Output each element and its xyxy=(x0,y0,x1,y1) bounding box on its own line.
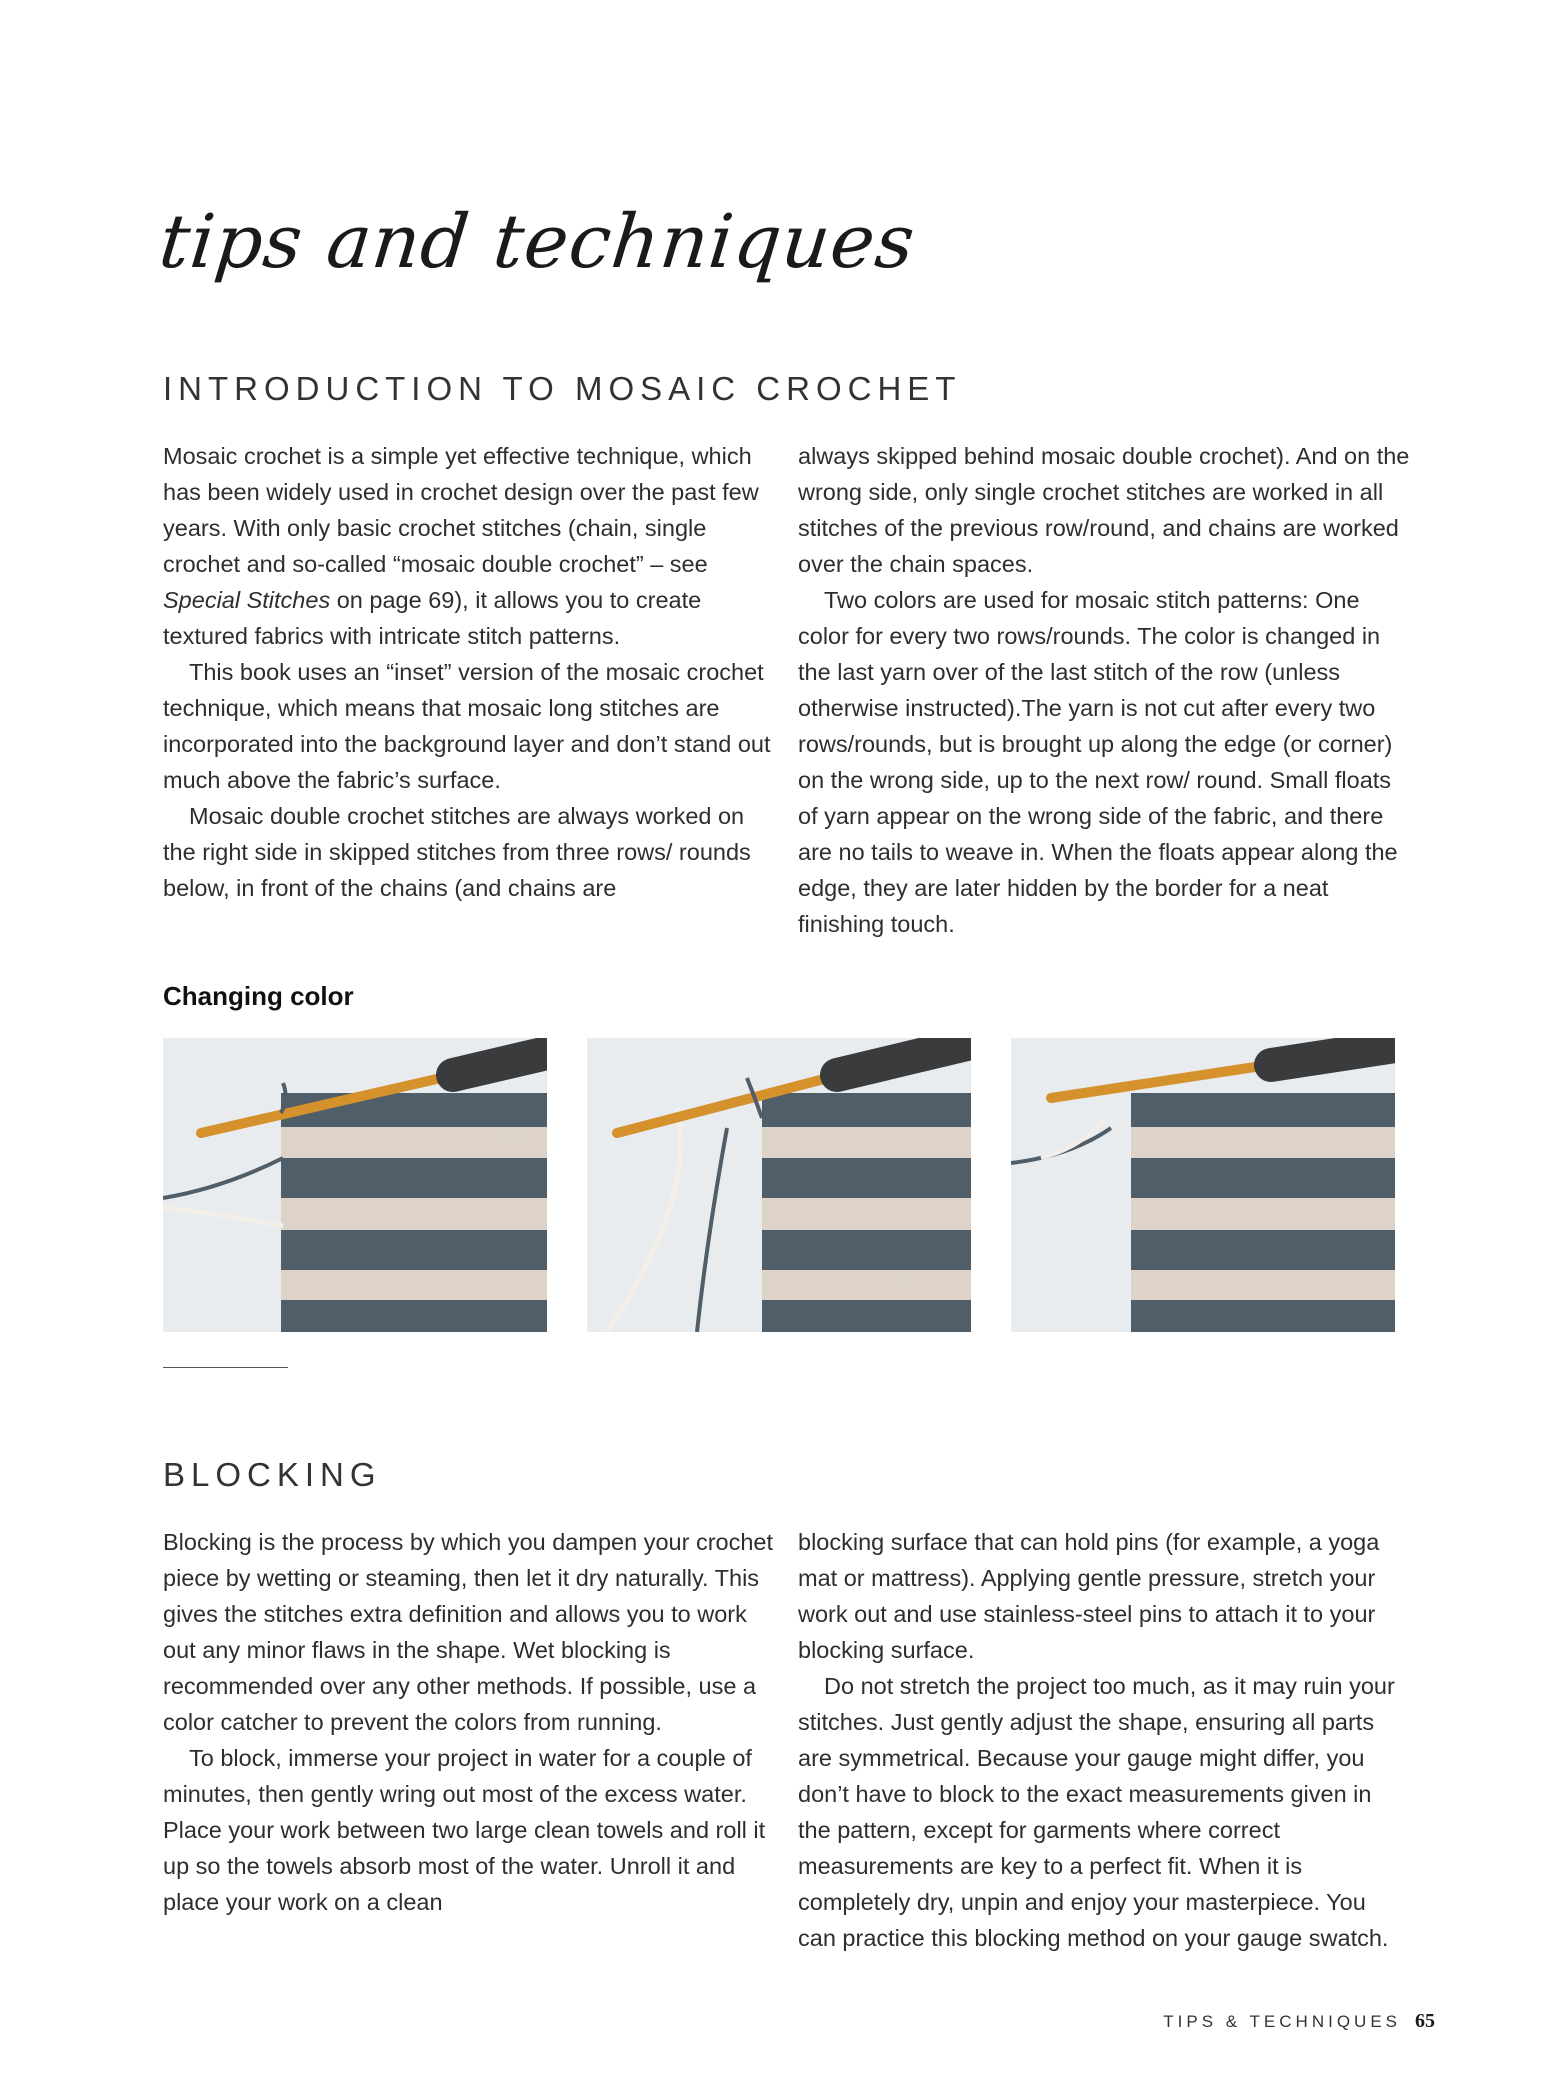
changing-color-photo-step-3 xyxy=(1011,1038,1395,1332)
footer-section-label: TIPS & TECHNIQUES xyxy=(1163,2012,1401,2031)
intro-paragraph-5: Two colors are used for mosaic stitch patterns: One color for every two rows/rounds. The color is changed in the last yarn over of the last stitch of the row (unless otherwise instructed).The yarn is not cut after every two rows/rounds, but is brought up along the edge (or corner) on the wrong side, up to the next row/ round. Small floats of yarn appear on the wrong side of the fabric, and there are no tails to weave in. When the floats appear along the edge, they are later hidden by the border for a neat finishing touch. xyxy=(798,587,1398,937)
section-heading-intro: INTRODUCTION TO MOSAIC CROCHET xyxy=(163,370,962,407)
blocking-paragraph-2: To block, immerse your project in water for a couple of minutes, then gently wring out most of the excess water. Place your work between two large clean towels and roll it up so the towels absorb most of the water. Unroll it and place your work on a clean xyxy=(163,1745,766,1915)
changing-color-photo-step-1 xyxy=(163,1038,547,1332)
changing-color-photo-step-2 xyxy=(587,1038,971,1332)
section-divider xyxy=(163,1367,288,1368)
section-heading-blocking: BLOCKING xyxy=(163,1456,382,1493)
intro-column-left xyxy=(163,438,775,906)
changing-color-heading: Changing color xyxy=(163,981,354,1011)
intro-paragraph-2: This book uses an “inset” version of the mosaic crochet technique, which means that mosaic long stitches are incorporated into the background layer and don’t stand out much above the fabric’s surface. xyxy=(163,659,771,793)
blocking-column-right xyxy=(798,1524,1410,1956)
intro-paragraph-4: always skipped behind mosaic double crochet). And on the wrong side, only single crochet stitches are worked in all stitches of the previous row/round, and chains are worked over the chain spaces. xyxy=(798,443,1410,577)
intro-paragraph-1: Mosaic crochet is a simple yet effective technique, which has been widely used in crochet design over the past few years. With only basic crochet stitches (chain, single crochet and so-called “mosaic double crochet” – see Special Stitches on page 69), it allows you to create textured fabrics with intricate stitch patterns. xyxy=(163,443,759,649)
blocking-column-left xyxy=(163,1524,775,1920)
blocking-paragraph-3: blocking surface that can hold pins (for example, a yoga mat or mattress). Applying gentle pressure, stretch your work out and use stainless-steel pins to attach it to your blocking surface. xyxy=(798,1529,1380,1663)
intro-paragraph-3: Mosaic double crochet stitches are always worked on the right side in skipped stitches from three rows/ rounds below, in front of the chains (and chains are xyxy=(163,803,751,901)
page-title: tips and techniques xyxy=(155,199,920,285)
page-number: 65 xyxy=(1415,2010,1435,2032)
page-footer xyxy=(1163,2010,1435,2033)
blocking-paragraph-4: Do not stretch the project too much, as it may ruin your stitches. Just gently adjust the shape, ensuring all parts are symmetrical. Because your gauge might differ, you don’t have to block to the exact measurements given in the pattern, except for garments where correct measurements are key to a perfect fit. When it is completely dry, unpin and enjoy your masterpiece. You can practice this blocking method on your gauge swatch. xyxy=(798,1673,1395,1951)
special-stitches-reference: Special Stitches xyxy=(163,587,331,613)
intro-column-right xyxy=(798,438,1410,942)
blocking-paragraph-1: Blocking is the process by which you dampen your crochet piece by wetting or steaming, then let it dry naturally. This gives the stitches extra definition and allows you to work out any minor flaws in the shape. Wet blocking is recommended over any other methods. If possible, use a color catcher to prevent the colors from running. xyxy=(163,1529,774,1735)
